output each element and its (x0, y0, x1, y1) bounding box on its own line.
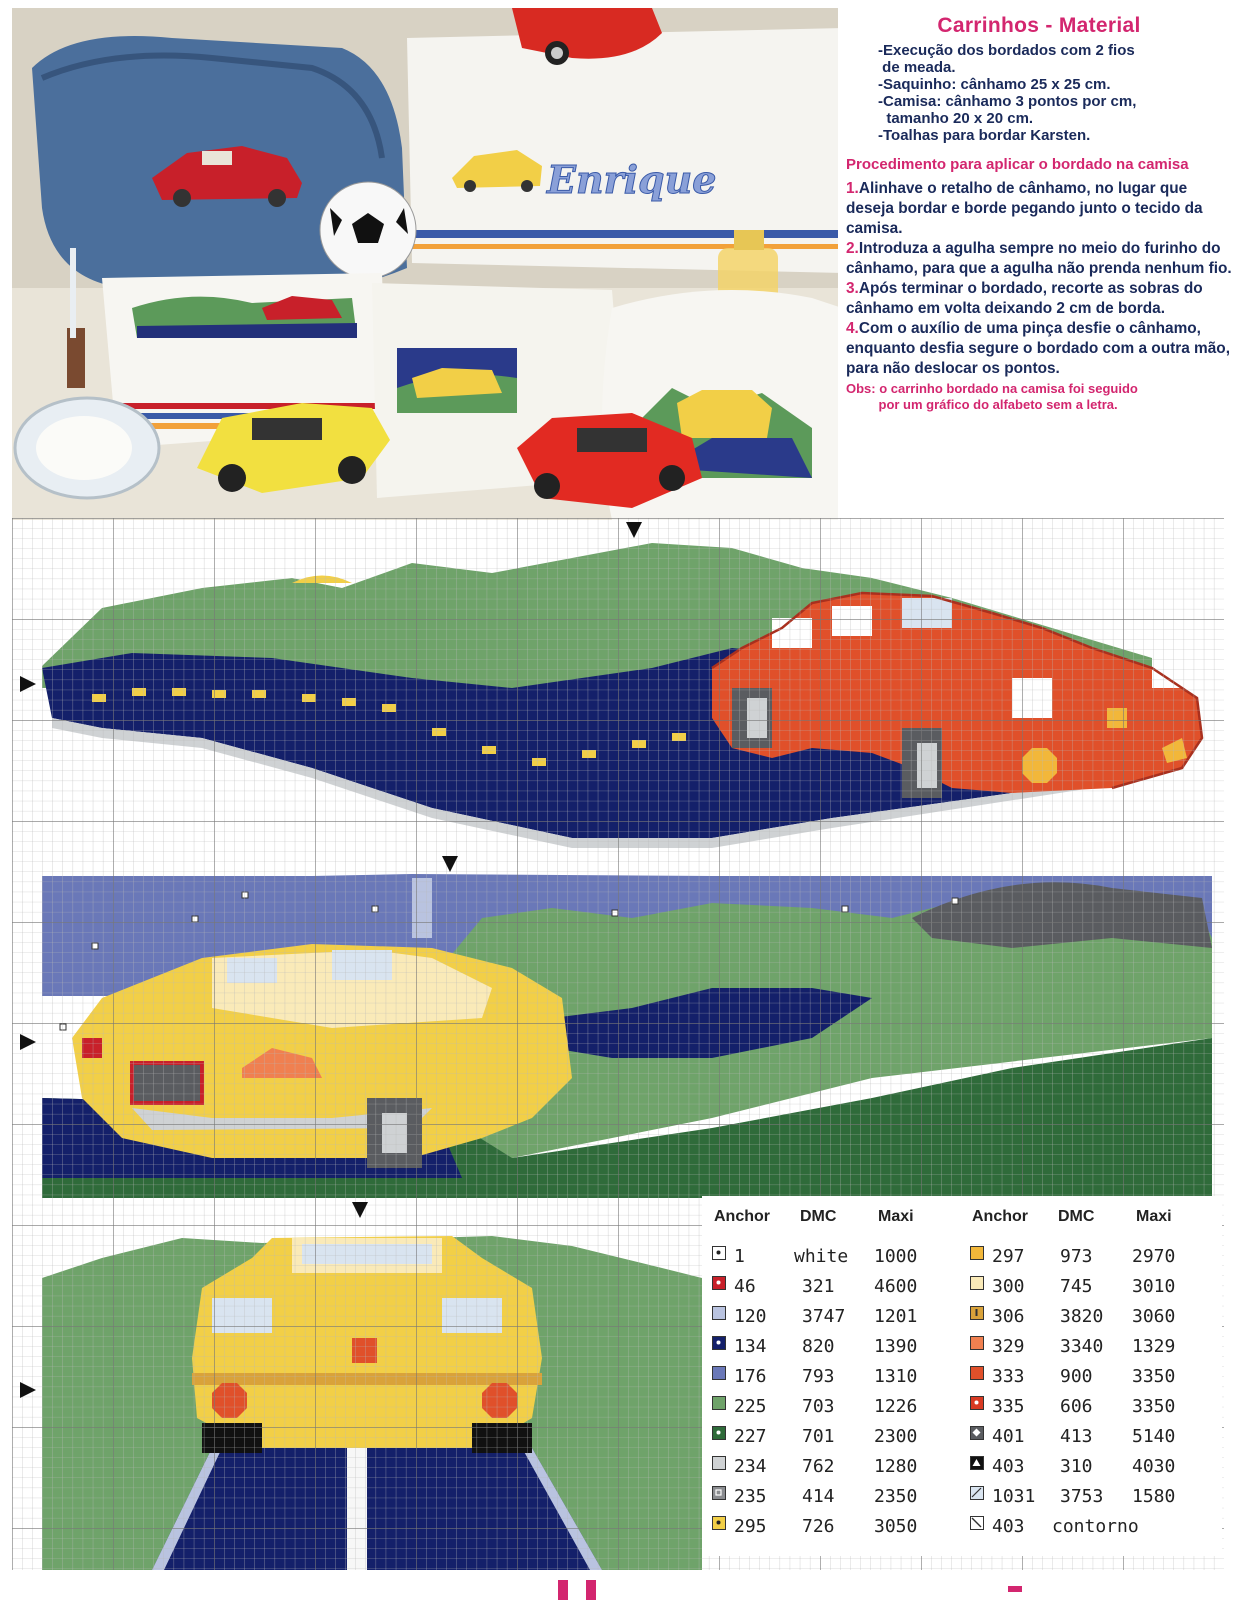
header-dmc: DMC (800, 1208, 837, 1225)
material-line: tamanho 20 x 20 cm. (878, 110, 1034, 127)
legend-row (712, 1302, 952, 1332)
legend-row (970, 1272, 1210, 1302)
header-anchor: Anchor (972, 1208, 1028, 1225)
step-text: Introduza a agulha sempre no meio do furinho do cânhamo, para que a agulha não prenda nenhum fio. (846, 240, 1232, 277)
info-panel (846, 14, 1232, 413)
dot-square-icon (712, 1426, 726, 1440)
legend-anchor: 295 (734, 1516, 767, 1537)
page-title: Carrinhos - Material (937, 14, 1141, 37)
legend-maxi: 4600 (874, 1276, 918, 1297)
step-item (846, 179, 1232, 239)
legend-maxi: 2350 (874, 1486, 918, 1507)
legend-row (712, 1482, 952, 1512)
legend-row (970, 1302, 1210, 1332)
obs-line: por um gráfico do alfabeto sem a letra. (846, 397, 1118, 412)
step-item (846, 239, 1232, 279)
legend-dmc: 414 (802, 1486, 835, 1507)
legend-header (970, 1208, 1210, 1242)
legend-anchor: 235 (734, 1486, 767, 1507)
legend-row (970, 1332, 1210, 1362)
legend-row (712, 1512, 952, 1542)
header-maxi: Maxi (1136, 1208, 1172, 1225)
legend-anchor: 401 (992, 1426, 1025, 1447)
legend-dmc: 703 (802, 1396, 835, 1417)
legend-dmc: 973 (1060, 1246, 1093, 1267)
step-number: 2. (846, 240, 859, 257)
legend-maxi: 3050 (874, 1516, 918, 1537)
material-line: de meada. (878, 59, 956, 76)
legend-dmc: 3747 (802, 1306, 846, 1327)
header-anchor: Anchor (714, 1208, 770, 1225)
legend-maxi: 5140 (1132, 1426, 1176, 1447)
obs-note (846, 381, 1232, 413)
legend-anchor: 1031 (992, 1486, 1036, 1507)
plain-square-icon (712, 1366, 726, 1380)
dot-square-icon (712, 1246, 726, 1260)
legend-row (712, 1332, 952, 1362)
legend-dmc: 793 (802, 1366, 835, 1387)
legend-row (970, 1452, 1210, 1482)
legend-row (970, 1242, 1210, 1272)
legend-dmc: 762 (802, 1456, 835, 1477)
legend-row (712, 1362, 952, 1392)
legend-dmc: 413 (1060, 1426, 1093, 1447)
legend-row (712, 1422, 952, 1452)
material-list (846, 42, 1232, 144)
product-photo (12, 8, 838, 520)
plain-square-icon (970, 1366, 984, 1380)
plain-square-icon (712, 1396, 726, 1410)
legend-dmc: 3820 (1060, 1306, 1104, 1327)
legend-anchor: 403 (992, 1516, 1025, 1537)
legend-rows-left (712, 1242, 952, 1542)
legend-maxi: 4030 (1132, 1456, 1176, 1477)
dot-square-icon (712, 1276, 726, 1290)
legend-dmc: 310 (1060, 1456, 1093, 1477)
legend-anchor: 329 (992, 1336, 1025, 1357)
legend-anchor: 333 (992, 1366, 1025, 1387)
legend-anchor: 46 (734, 1276, 756, 1297)
legend-dmc: white (794, 1246, 849, 1267)
legend-maxi: 1580 (1132, 1486, 1176, 1507)
plain-square-icon (712, 1306, 726, 1320)
legend-maxi: 2970 (1132, 1246, 1176, 1267)
obs-line: Obs: o carrinho bordado na camisa foi seguido (846, 381, 1138, 396)
legend-row (712, 1392, 952, 1422)
legend-dmc: 900 (1060, 1366, 1093, 1387)
header-dmc: DMC (1058, 1208, 1095, 1225)
material-line: -Saquinho: cânhamo 25 x 25 cm. (878, 76, 1111, 93)
legend-dmc: 3340 (1060, 1336, 1104, 1357)
legend-dmc: 321 (802, 1276, 835, 1297)
legend-dmc: 3753 (1060, 1486, 1104, 1507)
legend-maxi: 1329 (1132, 1336, 1176, 1357)
legend-maxi: 1310 (874, 1366, 918, 1387)
legend-row (970, 1362, 1210, 1392)
bar-square-icon (970, 1306, 984, 1320)
dot-square-icon (712, 1516, 726, 1530)
legend-anchor: 403 (992, 1456, 1025, 1477)
plain-square-icon (712, 1456, 726, 1470)
step-text: Alinhave o retalho de cânhamo, no lugar que deseja bordar e borde pegando junto o tecido da camisa. (846, 180, 1203, 237)
legend-anchor: 297 (992, 1246, 1025, 1267)
legend-maxi: 3350 (1132, 1396, 1176, 1417)
legend-maxi: 2300 (874, 1426, 918, 1447)
plain-square-icon (970, 1246, 984, 1260)
legend-anchor: 306 (992, 1306, 1025, 1327)
legend-anchor: 335 (992, 1396, 1025, 1417)
legend-dmc: 606 (1060, 1396, 1093, 1417)
towel-name-text: Enrique (547, 157, 717, 202)
legend-row (970, 1482, 1210, 1512)
material-line: -Toalhas para bordar Karsten. (878, 127, 1091, 144)
legend-dmc: 745 (1060, 1276, 1093, 1297)
legend-row (970, 1512, 1210, 1542)
legend-maxi: 1226 (874, 1396, 918, 1417)
bottom-strip (12, 1572, 1224, 1600)
material-line: -Camisa: cânhamo 3 pontos por cm, (878, 93, 1137, 110)
legend-column-left (712, 1208, 952, 1542)
legend-rows-right (970, 1242, 1210, 1542)
legend-anchor: 120 (734, 1306, 767, 1327)
inner-square-icon (712, 1486, 726, 1500)
legend-maxi: 1000 (874, 1246, 918, 1267)
legend-maxi: 3350 (1132, 1366, 1176, 1387)
backstitch-square-icon (970, 1516, 984, 1530)
legend-maxi: 3010 (1132, 1276, 1176, 1297)
step-item (846, 279, 1232, 319)
step-number: 4. (846, 320, 859, 337)
step-item (846, 319, 1232, 379)
legend-maxi: 1201 (874, 1306, 918, 1327)
dot-square-icon (970, 1396, 984, 1410)
legend-maxi: 3060 (1132, 1306, 1176, 1327)
legend-anchor: 234 (734, 1456, 767, 1477)
procedure-title: Procedimento para aplicar o bordado na camisa (846, 156, 1189, 173)
triangle-square-icon (970, 1456, 984, 1470)
procedure-steps (846, 179, 1232, 379)
legend-column-right (970, 1208, 1210, 1542)
legend-maxi: 1280 (874, 1456, 918, 1477)
legend-row (712, 1272, 952, 1302)
legend-anchor: 176 (734, 1366, 767, 1387)
legend-anchor: 1 (734, 1246, 745, 1267)
header-maxi: Maxi (878, 1208, 914, 1225)
step-text: Após terminar o bordado, recorte as sobras do cânhamo em volta deixando 2 cm de borda. (846, 280, 1203, 317)
legend-row (712, 1452, 952, 1482)
legend-anchor: 225 (734, 1396, 767, 1417)
plain-square-icon (970, 1276, 984, 1290)
slash-square-icon (970, 1486, 984, 1500)
legend-row (970, 1422, 1210, 1452)
legend-anchor: 134 (734, 1336, 767, 1357)
legend-anchor: 227 (734, 1426, 767, 1447)
legend-dmc: contorno (1052, 1516, 1139, 1537)
legend-dmc: 726 (802, 1516, 835, 1537)
step-text: Com o auxílio de uma pinça desfie o cânhamo, enquanto desfia segure o bordado com a outra mão, para não deslocar os pontos. (846, 320, 1230, 377)
plain-square-icon (970, 1336, 984, 1350)
legend-dmc: 701 (802, 1426, 835, 1447)
legend-row (712, 1242, 952, 1272)
color-legend (702, 1196, 1222, 1556)
diamond-square-icon (970, 1426, 984, 1440)
step-number: 3. (846, 280, 859, 297)
legend-dmc: 820 (802, 1336, 835, 1357)
dot-square-icon (712, 1336, 726, 1350)
legend-header (712, 1208, 952, 1242)
legend-maxi: 1390 (874, 1336, 918, 1357)
step-number: 1. (846, 180, 859, 197)
material-line: -Execução dos bordados com 2 fios (878, 42, 1135, 59)
legend-row (970, 1392, 1210, 1422)
legend-anchor: 300 (992, 1276, 1025, 1297)
